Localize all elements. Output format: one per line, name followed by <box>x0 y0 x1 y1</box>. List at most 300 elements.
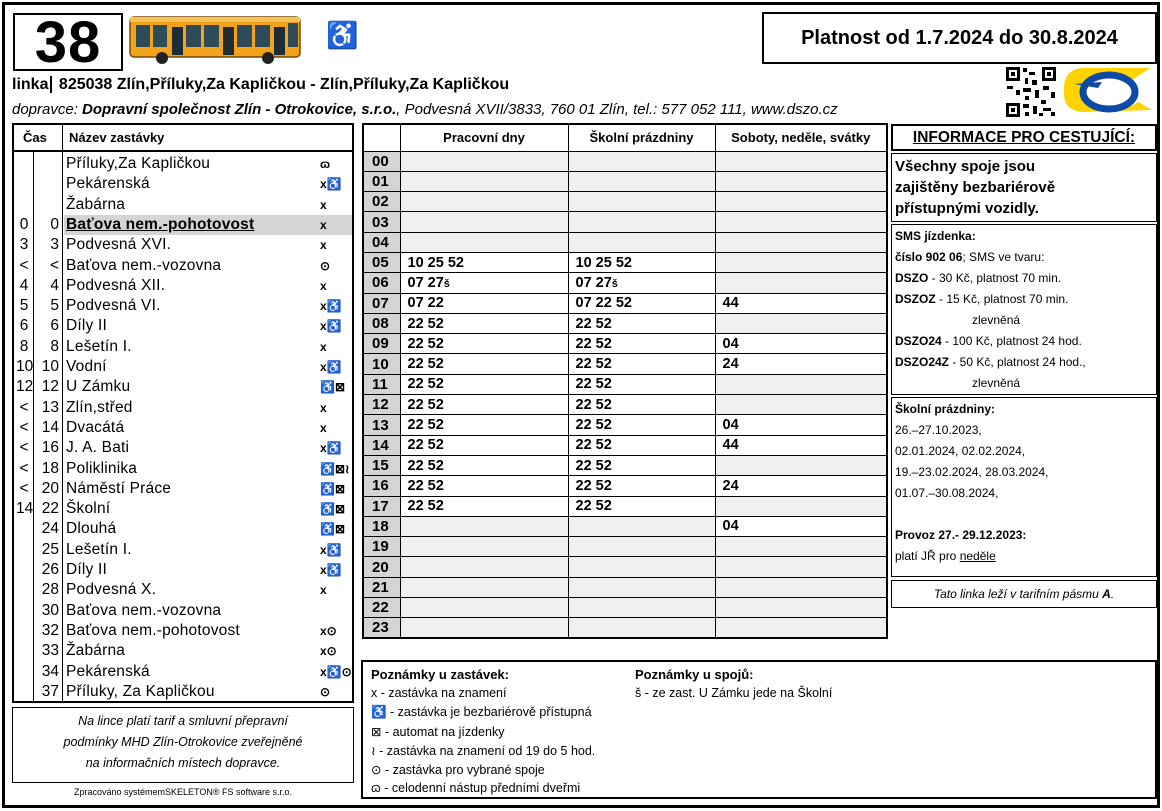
stop-name: Baťova nem.-vozovna <box>66 256 222 274</box>
hour-cell: 19 <box>363 537 400 557</box>
stop-time-long: 25 <box>41 540 59 558</box>
stop-flags-icon: x <box>320 339 327 354</box>
provoz-prefix: platí JŘ pro <box>895 549 960 563</box>
hour-row <box>363 415 887 435</box>
workday-departures <box>400 232 568 252</box>
weekend-departures <box>715 252 887 272</box>
sms-line <box>895 289 1156 310</box>
weekend-departures: 44 <box>715 293 887 313</box>
holiday-departures <box>568 496 715 516</box>
carrier-address: , Podvesná XVII/3833, 760 01 Zlín, tel.: 577 052 111, www.dszo.cz <box>396 101 838 118</box>
stop-time-short: 6 <box>19 317 29 335</box>
stop-time-short: < <box>19 418 29 436</box>
stop-row <box>14 438 352 458</box>
provoz-link[interactable]: neděle <box>959 549 996 563</box>
departures-text: 22 52 <box>575 335 612 352</box>
tariff-note-line: na informačních místech dopravce. <box>85 756 281 770</box>
stop-name: Žabárna <box>66 642 126 660</box>
hour-cell: 22 <box>363 598 400 618</box>
workday-departures <box>400 476 568 496</box>
stop-flags-icon: ɷ <box>320 157 331 171</box>
holiday-departures <box>568 313 715 333</box>
stop-row <box>14 337 352 357</box>
hour-row <box>363 192 887 212</box>
holidays-title: Školní prázdniny: <box>895 402 996 416</box>
workday-departures <box>400 334 568 354</box>
hour-cell: 15 <box>363 455 400 475</box>
stop-time-short: < <box>19 459 29 477</box>
stop-name: Podvesná XII. <box>66 276 166 294</box>
departures-text: 22 52 <box>575 417 612 433</box>
weekend-departures <box>715 598 887 618</box>
stop-row <box>14 235 352 255</box>
stop-time-long: 8 <box>50 337 59 355</box>
hour-cell: 01 <box>363 171 400 191</box>
stop-name: U Zámku <box>66 378 131 396</box>
stop-flags-icon: ♿⊠≀ <box>320 461 350 476</box>
holidays-line: 19.–23.02.2024, 28.03.2024, <box>895 465 1049 479</box>
stop-name: Baťova nem.-pohotovost <box>66 215 255 233</box>
stop-time-long: 10 <box>41 358 59 375</box>
stop-flags-icon: x♿⊙ <box>320 664 352 679</box>
departures-text: 22 52 <box>575 376 612 393</box>
stop-time-long: 26 <box>41 561 59 578</box>
sms-number: číslo 902 06 <box>895 250 963 264</box>
sms-line <box>895 331 1156 352</box>
departures-text: 10 25 52 <box>407 254 464 271</box>
holiday-departures <box>568 273 715 293</box>
stop-time-short: 3 <box>19 236 29 254</box>
holiday-departures <box>568 557 715 577</box>
stop-flags-icon: x⊙ <box>320 623 337 638</box>
holiday-departures <box>568 435 715 455</box>
stop-time-short: 4 <box>19 276 29 294</box>
stop-row <box>14 276 352 296</box>
stops-panel <box>12 123 354 703</box>
weekend-departures <box>715 455 887 475</box>
stop-flags-icon: ♿⊠ <box>320 481 345 496</box>
col-weekends: Soboty, neděle, svátky <box>715 124 887 151</box>
weekend-departures: 04 <box>715 415 887 435</box>
departures-text: 22 52 <box>407 315 444 332</box>
line-number: 38 <box>13 13 123 71</box>
weekend-departures: 04 <box>715 516 887 536</box>
departures-text: 22 52 <box>407 356 444 373</box>
hour-cell: 11 <box>363 374 400 394</box>
stop-flags-icon: x⊙ <box>320 644 337 659</box>
hour-cell: 17 <box>363 496 400 516</box>
holiday-departures <box>568 212 715 232</box>
stop-name: Díly II <box>66 561 108 578</box>
trip-notes-title: Poznámky u spojů: <box>635 667 754 682</box>
stop-time-long: 0 <box>50 215 59 233</box>
stop-time-long: 12 <box>41 378 59 396</box>
barrier-free-line: zajištěny bezbariérově <box>895 179 1056 196</box>
sms-line <box>895 352 1156 373</box>
weekend-departures <box>715 192 887 212</box>
departures-text: 22 52 <box>407 477 444 494</box>
departures-text: 07 22 52 <box>575 295 632 312</box>
stop-name: Podvesná X. <box>66 581 157 599</box>
stop-flags-icon: x♿ <box>320 563 342 577</box>
stop-name: Podvesná XVI. <box>66 236 172 254</box>
holidays-line: 02.01.2024, 02.02.2024, <box>895 444 1026 458</box>
stop-notes-title: Poznámky u zastávek: <box>371 667 510 682</box>
weekend-departures <box>715 496 887 516</box>
hour-header <box>363 124 400 151</box>
stop-flags-icon: x♿ <box>320 299 342 314</box>
stop-name: Příluky,Za Kapličkou <box>66 155 211 172</box>
hour-cell: 16 <box>363 476 400 496</box>
stop-time-short: < <box>19 256 29 274</box>
wheelchair-icon: ♿ <box>326 20 359 50</box>
notes-box <box>361 660 1157 799</box>
sms-line <box>895 310 1156 331</box>
stop-time-short: < <box>19 479 29 497</box>
stop-time-long: < <box>49 256 59 274</box>
stop-name: Lešetín I. <box>66 337 132 355</box>
stop-time-long: 5 <box>50 297 59 315</box>
stop-time-long: 20 <box>41 479 59 497</box>
hour-cell: 23 <box>363 618 400 638</box>
weekend-departures: 24 <box>715 476 887 496</box>
route-prefix: linka <box>12 76 52 93</box>
holiday-departures <box>568 516 715 536</box>
weekend-departures <box>715 151 887 171</box>
bus-icon <box>128 13 304 72</box>
workday-departures <box>400 496 568 516</box>
stop-time-short: 5 <box>19 297 29 315</box>
sms-price: - 30 Kč, platnost 70 min. <box>928 271 1062 285</box>
stop-row <box>14 215 352 235</box>
workday-departures <box>400 618 568 638</box>
stop-name: J. A. Bati <box>66 439 130 457</box>
stop-row <box>14 560 352 580</box>
stop-name: Dlouhá <box>66 520 117 538</box>
sms-number-line <box>895 247 1156 268</box>
sms-price: - 15 Kč, platnost 70 min. <box>935 292 1069 306</box>
stop-time-long: 6 <box>50 317 59 335</box>
sms-lines <box>895 268 1156 394</box>
trip-note-mark: š <box>443 277 450 290</box>
departures-text: 22 52 <box>407 417 444 433</box>
time-header: Čas <box>23 130 47 145</box>
workday-departures <box>400 151 568 171</box>
stop-name: Žabárna <box>66 195 126 213</box>
hour-row <box>363 537 887 557</box>
workday-departures <box>400 395 568 415</box>
stop-time-short: < <box>19 398 29 416</box>
stop-row <box>14 316 352 336</box>
sms-price: - 100 Kč, platnost 24 hod. <box>941 334 1082 348</box>
departures-text: 22 52 <box>575 498 612 515</box>
workday-departures <box>400 598 568 618</box>
hour-cell: 02 <box>363 192 400 212</box>
departures-text: 07 27 <box>575 274 612 291</box>
software-credit: Zpracováno systémemSKELETON® FS software s.r.o. <box>73 787 293 797</box>
stop-row <box>14 662 352 682</box>
stop-name: Zlín,střed <box>66 398 133 416</box>
hour-row <box>363 293 887 313</box>
sms-line <box>895 268 1156 289</box>
weekend-departures <box>715 273 887 293</box>
workday-departures <box>400 435 568 455</box>
stop-note: ɷ - celodenní nástup předními dveřmi <box>371 781 581 795</box>
weekend-departures <box>715 557 887 577</box>
stop-note: x - zastávka na znamení <box>371 686 507 700</box>
stop-row <box>14 641 352 661</box>
stop-name: Díly II <box>66 317 108 335</box>
hour-cell: 10 <box>363 354 400 374</box>
hour-cell: 09 <box>363 334 400 354</box>
hour-row <box>363 598 887 618</box>
weekend-departures <box>715 212 887 232</box>
hour-row <box>363 273 887 293</box>
departures-text: 22 52 <box>575 396 612 413</box>
stop-row <box>14 174 352 194</box>
hour-row <box>363 516 887 536</box>
hour-row <box>363 395 887 415</box>
stop-flags-icon: x♿ <box>320 319 342 334</box>
weekend-departures <box>715 374 887 394</box>
stop-time-long: 22 <box>41 500 59 518</box>
workday-departures <box>400 577 568 597</box>
stop-note: ♿ - zastávka je bezbariérově přístupná <box>371 705 592 719</box>
departure-table <box>362 123 888 639</box>
weekend-departures: 04 <box>715 334 887 354</box>
holiday-departures <box>568 192 715 212</box>
hour-row <box>363 354 887 374</box>
stop-name: Lešetín I. <box>66 540 132 558</box>
holidays-line: 01.07.–30.08.2024, <box>895 486 999 500</box>
stop-row <box>14 377 352 397</box>
sms-price: zlevněná <box>972 313 1021 327</box>
tariff-zone-info <box>891 580 1157 608</box>
route-text: 825038 Zlín,Příluky,Za Kapličkou - Zlín,Příluky,Za Kapličkou <box>58 76 510 93</box>
carrier-name: Dopravní společnost Zlín - Otrokovice, s.r.o. <box>82 101 397 118</box>
carrier-logo-icon <box>1062 66 1154 119</box>
holiday-departures <box>568 537 715 557</box>
stop-row <box>14 621 352 641</box>
hour-cell: 21 <box>363 577 400 597</box>
stop-time-long: 30 <box>41 601 59 619</box>
stop-row <box>14 296 352 316</box>
sms-code: DSZO <box>895 271 929 285</box>
carrier-prefix: dopravce: <box>12 101 83 118</box>
zone-suffix: . <box>1110 587 1115 601</box>
departures-text: 22 52 <box>407 335 444 352</box>
stop-row <box>14 499 352 519</box>
stop-flags-icon: x <box>320 197 327 212</box>
departures-text: 22 52 <box>575 315 612 332</box>
stop-name: Baťova nem.-pohotovost <box>66 621 240 639</box>
carrier-line <box>12 101 838 118</box>
stop-row <box>14 519 352 539</box>
workday-departures <box>400 354 568 374</box>
hour-row <box>363 557 887 577</box>
stop-row <box>14 479 352 499</box>
validity-text: Platnost od 1.7.2024 do 30.8.2024 <box>801 26 1118 49</box>
weekend-departures: 44 <box>715 435 887 455</box>
stop-flags-icon: ♿⊠ <box>320 380 345 395</box>
stop-time-long: 37 <box>41 682 59 700</box>
hour-row <box>363 577 887 597</box>
hour-cell: 13 <box>363 415 400 435</box>
hour-row <box>363 496 887 516</box>
sms-price: zlevněná <box>972 376 1021 390</box>
holiday-departures <box>568 232 715 252</box>
stop-row <box>14 682 352 702</box>
weekend-departures <box>715 171 887 191</box>
stops-header <box>14 125 352 152</box>
stop-time-short: 10 <box>16 358 34 375</box>
sms-code: DSZO24Z <box>895 355 950 369</box>
stop-flags-icon: x <box>320 400 327 415</box>
stop-time-long: 3 <box>50 236 59 254</box>
stop-flags-icon: x♿ <box>320 177 342 192</box>
trip-note-mark: š <box>611 277 618 290</box>
hour-cell: 03 <box>363 212 400 232</box>
workday-departures <box>400 415 568 435</box>
stop-flags-icon: x <box>320 217 327 232</box>
hour-row <box>363 232 887 252</box>
stop-flags-icon: x♿ <box>320 542 342 557</box>
workday-departures <box>400 252 568 272</box>
hour-cell: 04 <box>363 232 400 252</box>
school-holidays-info <box>891 397 1157 577</box>
sms-price: - 50 Kč, platnost 24 hod., <box>949 355 1086 369</box>
departures-text: 22 52 <box>407 457 444 474</box>
stop-flags-icon: ♿⊠ <box>320 522 345 537</box>
stop-flags-icon: x <box>320 278 327 293</box>
hour-row <box>363 171 887 191</box>
hour-cell: 05 <box>363 252 400 272</box>
departures-text: 07 27 <box>407 274 444 291</box>
stop-time-long: 32 <box>41 621 59 639</box>
sms-title: SMS jízdenka: <box>895 229 976 243</box>
qr-code-icon <box>1005 66 1057 123</box>
barrier-free-line: Všechny spoje jsou <box>895 158 1036 175</box>
stop-name: Náměstí Práce <box>66 479 172 497</box>
hour-cell: 14 <box>363 435 400 455</box>
zone-prefix: Tato linka leží v tarifním pásmu <box>933 587 1103 601</box>
hour-cell: 06 <box>363 273 400 293</box>
stop-time-long: 24 <box>41 520 59 538</box>
departures-text: 22 52 <box>575 477 612 494</box>
stop-note: ⊙ - zastávka pro vybrané spoje <box>371 763 545 777</box>
hour-cell: 18 <box>363 516 400 536</box>
stop-row <box>14 459 352 479</box>
stop-row <box>14 154 352 174</box>
workday-departures <box>400 455 568 475</box>
stop-time-long: 33 <box>41 642 59 660</box>
stop-note: ≀ - zastávka na znamení od 19 do 5 hod. <box>371 744 596 758</box>
departures-text: 22 52 <box>407 437 444 454</box>
sms-number-rest: ; SMS ve tvaru: <box>962 250 1045 264</box>
hour-row <box>363 374 887 394</box>
hour-cell: 20 <box>363 557 400 577</box>
workday-departures <box>400 171 568 191</box>
hour-cell: 07 <box>363 293 400 313</box>
stop-flags-icon: x <box>320 420 327 435</box>
stop-time-short: 14 <box>16 500 34 518</box>
provoz-title: Provoz 27.- 29.12.2023: <box>895 528 1027 542</box>
stop-name-header: Název zastávky <box>69 130 165 145</box>
weekend-departures <box>715 313 887 333</box>
stop-name: Podvesná VI. <box>66 297 161 315</box>
hour-row <box>363 252 887 272</box>
stop-row <box>14 398 352 418</box>
hour-row <box>363 212 887 232</box>
holiday-departures <box>568 598 715 618</box>
holiday-departures <box>568 252 715 272</box>
sms-code: DSZOZ <box>895 292 936 306</box>
stop-flags-icon: x <box>320 238 327 253</box>
stop-row <box>14 540 352 560</box>
stop-flags-icon: x♿ <box>320 441 342 456</box>
stop-flags-icon: x♿ <box>320 360 342 374</box>
sms-code: DSZO24 <box>895 334 942 348</box>
route-line <box>12 76 509 94</box>
workday-departures <box>400 273 568 293</box>
stop-row <box>14 601 352 621</box>
weekend-departures <box>715 577 887 597</box>
stop-name: Vodní <box>66 358 107 375</box>
holiday-departures <box>568 476 715 496</box>
stop-row <box>14 580 352 600</box>
departures-text: 22 52 <box>575 457 612 474</box>
workday-departures <box>400 313 568 333</box>
weekend-departures <box>715 232 887 252</box>
holiday-departures <box>568 455 715 475</box>
stop-row <box>14 418 352 438</box>
weekend-departures <box>715 395 887 415</box>
stop-name: Dvacátá <box>66 418 125 436</box>
stop-row <box>14 195 352 215</box>
holiday-departures <box>568 415 715 435</box>
departures-text: 22 52 <box>407 396 444 413</box>
weekend-departures <box>715 537 887 557</box>
workday-departures <box>400 212 568 232</box>
weekend-departures <box>715 618 887 638</box>
stop-time-long: 4 <box>50 276 59 294</box>
col-workdays: Pracovní dny <box>400 124 568 151</box>
stop-flags-icon: ⊙ <box>320 684 331 699</box>
holiday-departures <box>568 374 715 394</box>
tariff-note-line: podmínky MHD Zlín-Otrokovice zveřejněné <box>63 735 303 749</box>
holidays-line: 26.–27.10.2023, <box>895 423 982 437</box>
departures-text: 07 22 <box>407 295 444 312</box>
sms-line <box>895 373 1156 394</box>
weekend-departures: 24 <box>715 354 887 374</box>
holiday-departures <box>568 354 715 374</box>
stop-time-long: 16 <box>41 439 59 457</box>
tariff-note-line: Na lince platí tarif a smluvní přepravní <box>78 714 288 728</box>
hour-row <box>363 618 887 638</box>
provoz-line <box>895 546 1156 567</box>
workday-departures <box>400 293 568 313</box>
hour-cell: 00 <box>363 151 400 171</box>
stop-time-short: 12 <box>16 378 34 396</box>
holiday-departures <box>568 577 715 597</box>
workday-departures <box>400 557 568 577</box>
col-school-holidays: Školní prázdniny <box>568 124 715 151</box>
trip-note: š - ze zast. U Zámku jede na Školní <box>635 686 833 700</box>
departures-text: 22 52 <box>407 376 444 393</box>
holiday-departures <box>568 334 715 354</box>
hour-row <box>363 476 887 496</box>
stop-flags-icon: ⊙ <box>320 258 331 273</box>
